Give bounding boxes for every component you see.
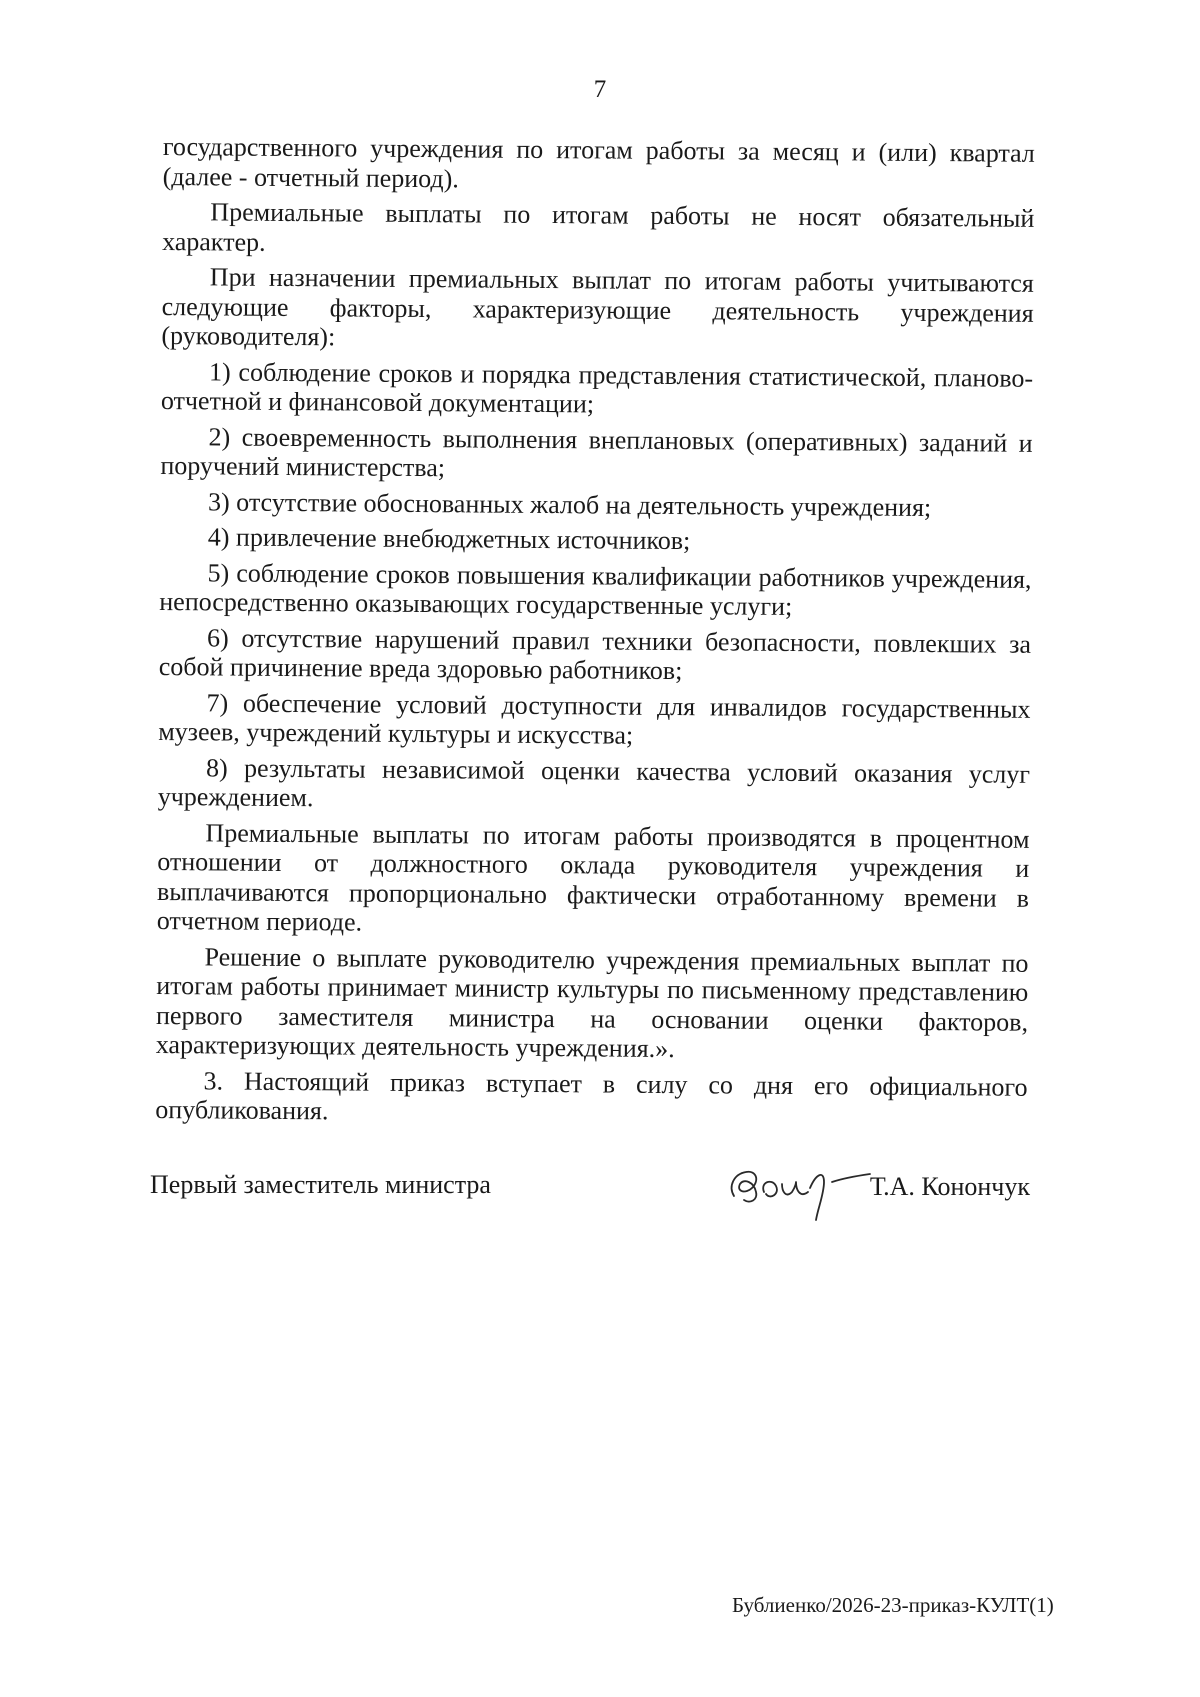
- document-reference: Бублиенко/2026-23-приказ-КУЛТ(1): [732, 1593, 1054, 1617]
- list-item-factor-4: 4) привлечение внебюджетных источников;: [207, 522, 691, 556]
- paragraph-bonus-not-mandatory: Премиальные выплаты по итогам работы не носят обязательный характер.: [162, 197, 1035, 257]
- document-body: [155, 132, 1035, 1131]
- signatory-position: Первый заместитель министра: [150, 1170, 491, 1199]
- list-item-factor-7: 7) обеспечение условий доступности для инвалидов государственных музеев, учреждений культуры и искусства;: [158, 687, 1031, 750]
- list-item-factor-8: 8) результаты независимой оценки качества условий оказания услуг учреждением.: [157, 752, 1031, 813]
- signatory-name: Т.А. Конончук: [869, 1172, 1030, 1201]
- page-number: 7: [593, 76, 607, 103]
- list-item-factor-3: 3) отсутствие обоснованных жалоб на деятельность учреждения;: [207, 486, 932, 522]
- paragraph-order-effective: 3. Настоящий приказ вступает в силу со дня его официального опубликования.: [155, 1065, 1028, 1126]
- list-item-factor-2: 2) своевременность выполнения внеплановых (оперативных) заданий и поручений министерства;: [160, 421, 1033, 483]
- paragraph-bonus-decision: Решение о выплате руководителю учреждения премиальных выплат по итогам работы принимает министр культуры по письменному представлению первого заместителя министра на основании оценки факторов, характеризующих деятельность учреждения.».: [155, 941, 1029, 1064]
- paragraph-continuation: государственного учреждения по итогам работы за месяц и (или) квартал (далее - отчетный период).: [162, 132, 1035, 193]
- list-item-factor-5: 5) соблюдение сроков повышения квалификации работников учреждения, непосредственно оказывающих государственные услуги;: [159, 557, 1032, 621]
- paragraph-factors-intro: При назначении премиальных выплат по итогам работы учитываются следующие факторы, характеризующие деятельность учреждения (руководителя):: [161, 262, 1034, 352]
- signature-block: [150, 1170, 1030, 1250]
- paragraph-bonus-percentage: Премиальные выплаты по итогам работы производятся в процентном отношении от должностного оклада руководителя учреждения и выплачиваются пропорционально фактически отработанному времени в отчетном периоде.: [156, 817, 1030, 937]
- list-item-factor-6: 6) отсутствие нарушений правил техники безопасности, повлекших за собой причинение вреда здоровью работников;: [158, 622, 1032, 686]
- list-item-factor-1: 1) соблюдение сроков и порядка представления статистической, планово-отчетной и финансовой документации;: [160, 356, 1034, 419]
